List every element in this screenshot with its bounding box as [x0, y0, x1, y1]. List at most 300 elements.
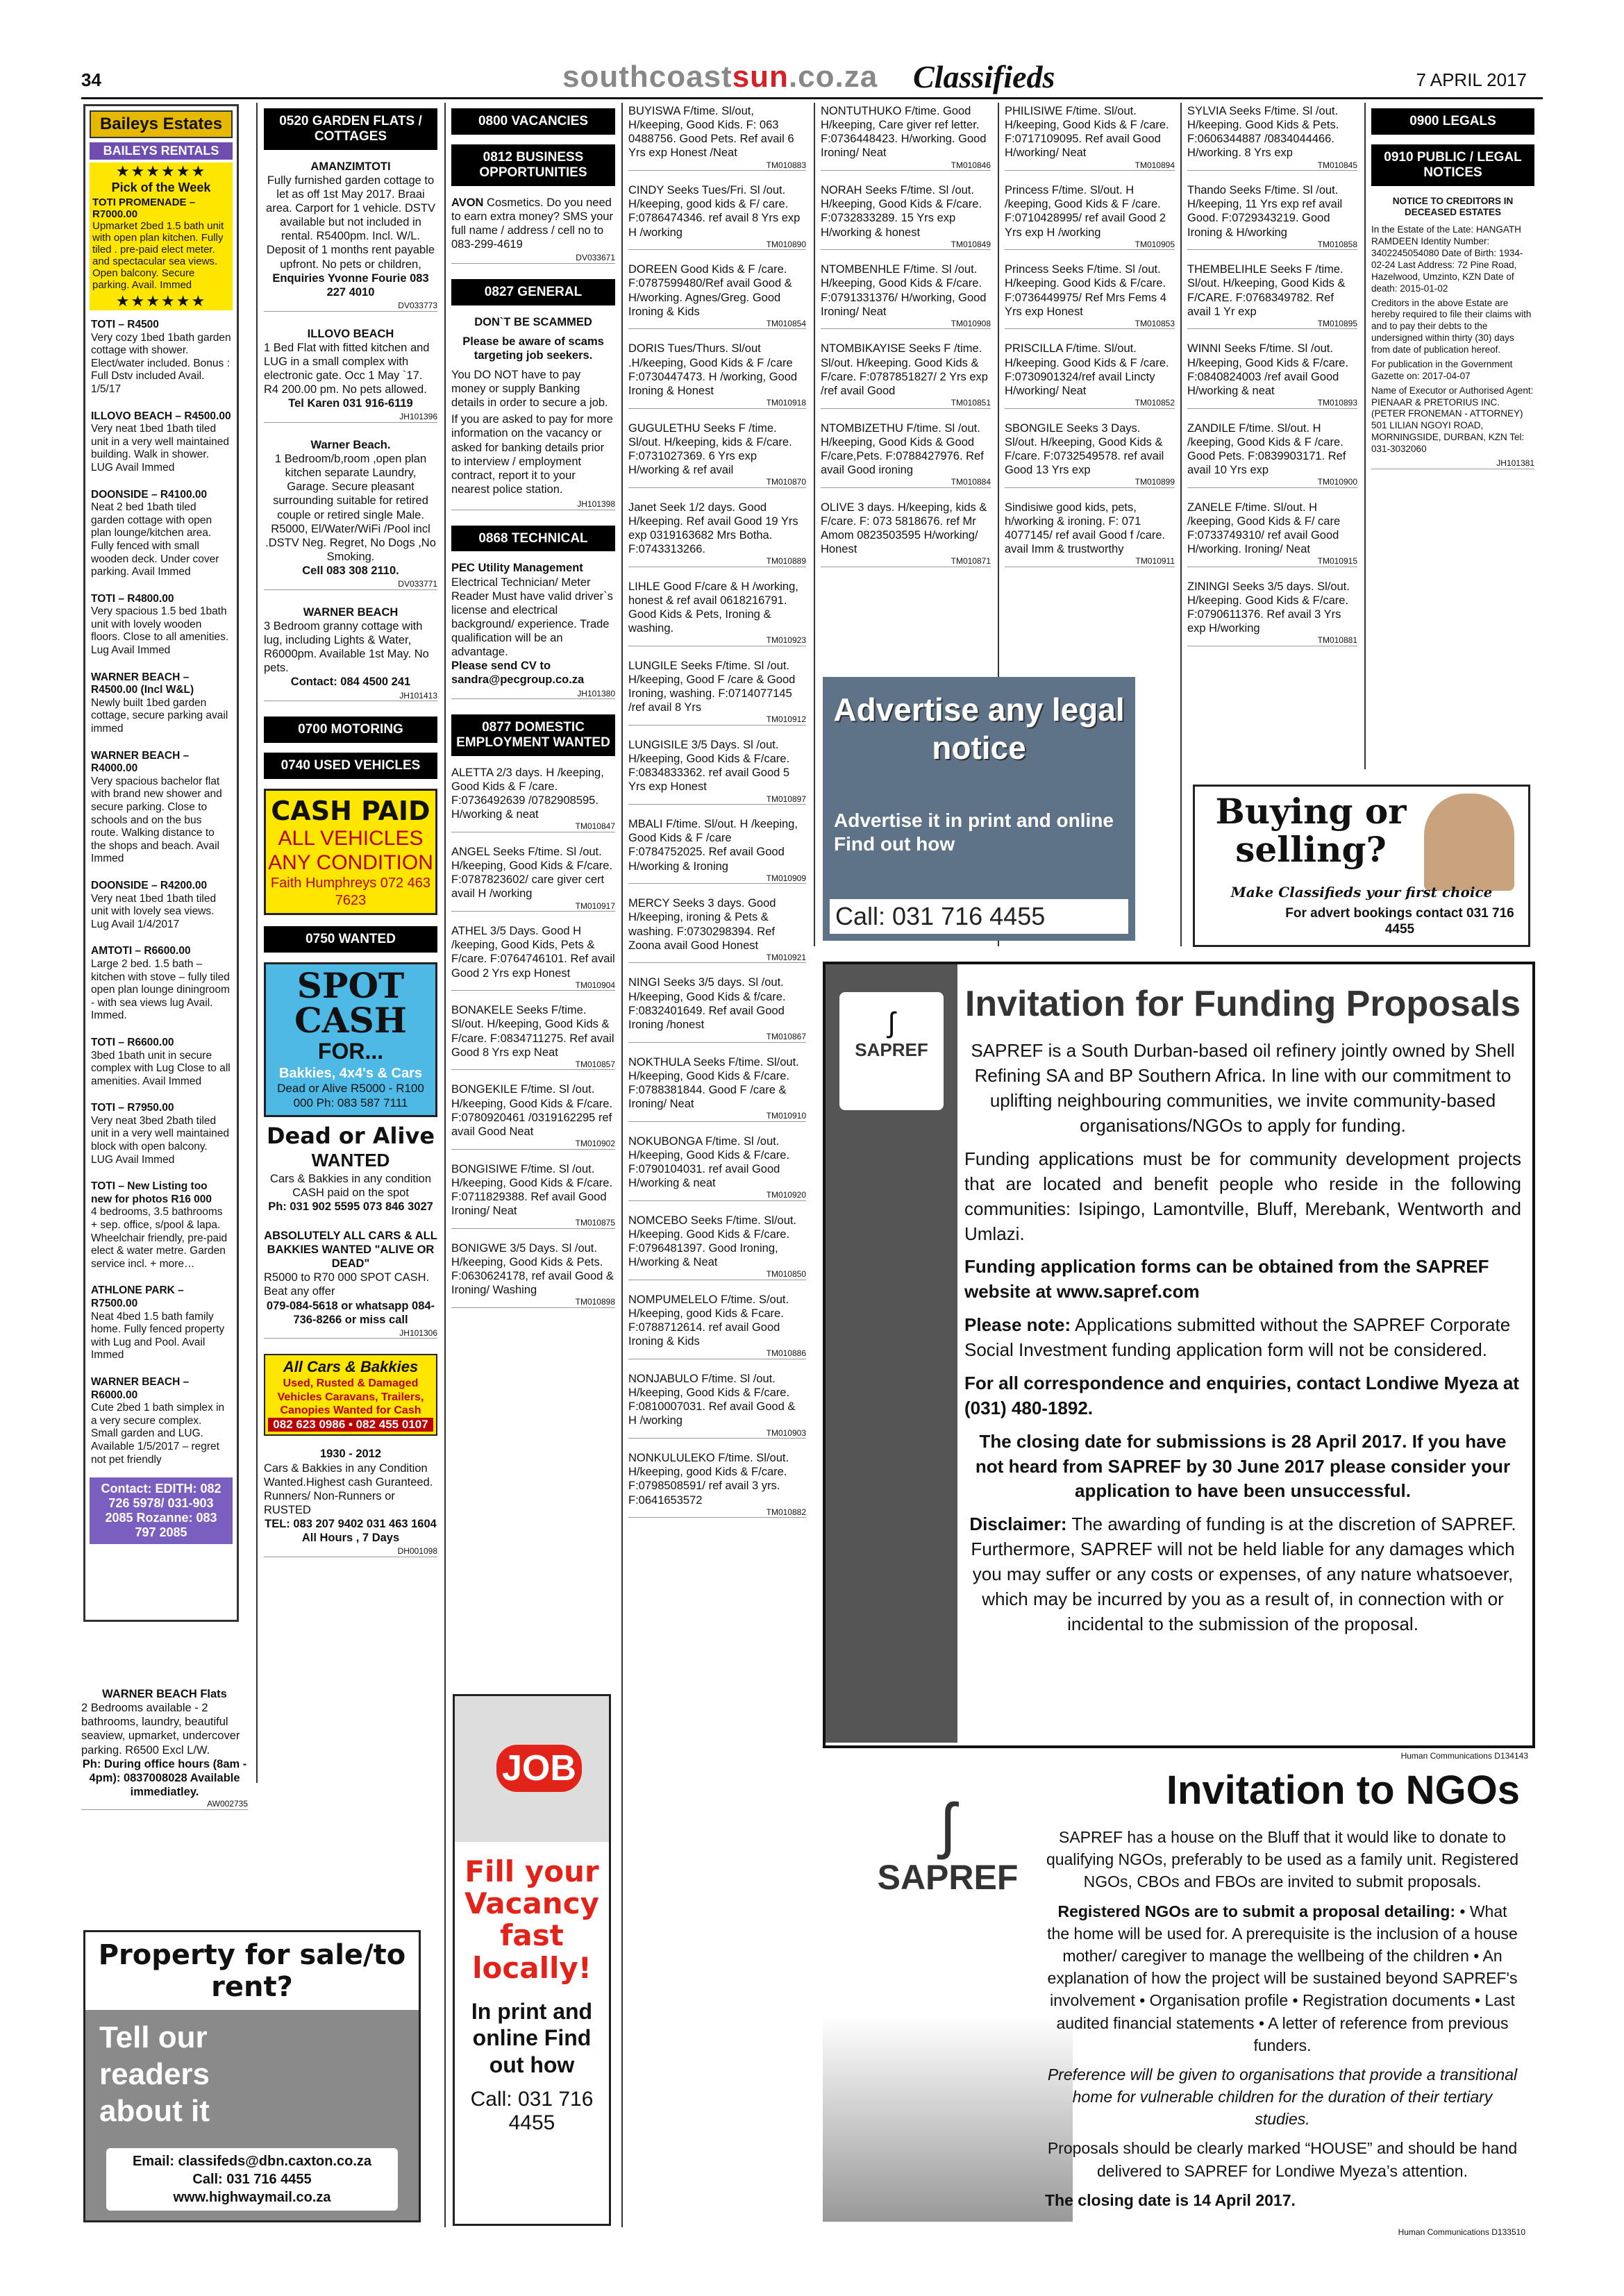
listing-item	[451, 1162, 615, 1229]
ref-code: TM010851	[821, 398, 991, 409]
listing-item	[628, 1372, 806, 1439]
listing-item	[628, 1134, 806, 1201]
listing-column-6	[1005, 104, 1175, 580]
property-title: TOTI – R6600.00	[91, 1036, 174, 1048]
category-0827: 0827 GENERAL	[451, 279, 615, 305]
listing-text: NTOMBIKAYISE Seeks F /time. Sl/out. H/keeping. Good Kids & F/care. F:0787851827/ 2 Yrs exp /ref avail Good	[821, 342, 988, 397]
listing-item	[451, 766, 615, 832]
property-text: Very spacious 1.5 bed 1bath unit with lovely wooden floors. Close to all amenities. Lug Avail Immed	[91, 605, 229, 657]
ad-contact: Tel Karen 031 916-6119	[288, 397, 413, 410]
doa-wanted: WANTED	[311, 1149, 390, 1171]
listing-item	[628, 817, 806, 884]
ref-code: TM010846	[821, 160, 991, 171]
stars-row: ★★★★★★	[90, 292, 233, 310]
listing-item	[1187, 580, 1357, 646]
listing-item	[821, 262, 991, 329]
promo-call: Call: 031 716 4455	[192, 2172, 312, 2187]
listing-text: NONJABULO F/time. Sl /out. H/keeping, Good Kids & F/care. F:0810007031. Ref avail Good & H /working	[628, 1373, 796, 1427]
pec-ad	[451, 561, 615, 699]
featured-property	[90, 195, 233, 292]
flame-icon: ʃ	[941, 1791, 955, 1861]
category-0740: 0740 USED VEHICLES	[264, 753, 437, 779]
ref-code: TM010898	[451, 1297, 615, 1308]
ref-code: TM010857	[451, 1059, 615, 1071]
ref-code: TM010911	[1005, 556, 1175, 567]
ref-code: TM010882	[628, 1507, 806, 1518]
listing-text: NTOMBIZETHU F/time. Sl /out. H/keeping, Good Kids & Good F/care,Pets. F:0788427976. Ref avail Good ironing	[821, 421, 984, 476]
ad-text: You DO NOT have to pay money or supply Banking details in order to secure a job.	[451, 368, 608, 410]
cash-paid-ad	[264, 789, 437, 915]
spot-cash-vehicles: Bakkies, 4x4's & Cars	[278, 1065, 422, 1081]
listing-text: NOMPUMELELO F/time. S/out. H/keeping, good Kids & Fcare. F:0788712614. ref avail Good Ironing & Kids	[628, 1293, 789, 1348]
ad-text: Cosmetics. Do you need to earn extra money? SMS your full name / address / cell no to 083-299-4619	[451, 196, 613, 251]
ngo-paragraph: Proposals should be clearly marked “HOUSE” and should be hand delivered to SAPREF for Londiwe Myeza’s attention.	[1047, 2139, 1518, 2180]
ad-contact: Enquiries Yvonne Fourie 083 227 4010	[272, 271, 429, 299]
ref-code: TM010852	[1005, 398, 1175, 409]
ngo-paragraph: The closing date is 14 April 2017.	[1045, 2190, 1296, 2209]
funding-paragraph: Applications submitted without the SAPREF Corporate Social Investment funding application form will not be considered.	[964, 1314, 1511, 1361]
column-2	[264, 104, 437, 1573]
category-0910: 0910 PUBLIC / LEGAL NOTICES	[1371, 144, 1534, 186]
listing-text: NOKUBONGA F/time. Sl /out. H/keeping, Good Kids & F/care. F:0790104031. ref avail Good H/working & neat	[628, 1134, 790, 1189]
ngo-paragraph: Preference will be given to organisations that provide a transitional home for vulnerable children for the duration of their tertiary studies.	[1047, 2065, 1518, 2129]
listing-item	[1005, 262, 1175, 329]
brand-tld: .co.za	[788, 60, 878, 94]
sapref-funding-ad	[823, 962, 1535, 1761]
property-listing	[85, 942, 237, 1025]
sapref-logo	[839, 992, 944, 1110]
category-0812: 0812 BUSINESS OPPORTUNITIES	[451, 144, 615, 186]
category-0750: 0750 WANTED	[264, 926, 437, 953]
ngo-label: Registered NGOs are to submit a proposal detailing:	[1057, 1902, 1456, 1920]
legal-promo-call: Call: 031 716 4455	[830, 899, 1128, 934]
ad-contact: Cell 083 308 2110.	[302, 564, 399, 578]
ref-code: TM010897	[628, 794, 806, 805]
featured-text: Upmarket 2bed 1.5 bath unit with open plan kitchen. Fully tiled . pre-paid elect meter. and spectacular sea views. Open balcony. Secure parking. Avail. Immed	[92, 220, 224, 291]
stars-row: ★★★★★★	[90, 162, 233, 181]
listing-item	[1187, 104, 1357, 171]
listing-item	[628, 1293, 806, 1359]
column-divider	[814, 103, 815, 946]
funding-paragraph: Funding applications must be for community development projects that are located and benefit people who reside in the following communities: Isipingo, Lamontville, Bluff, Merebank, Wentworth and Umlazi.	[964, 1148, 1521, 1244]
listing-item	[1005, 104, 1175, 171]
listing-item	[1005, 501, 1175, 567]
property-text: Neat 2 bed 1bath tiled garden cottage with open plan lounge/kitchen area. Fully fenced with small wooden deck. Under cover parking. Avail Immed	[91, 501, 219, 578]
listing-column-5	[821, 104, 991, 580]
listing-text: MBALI F/time. Sl/out. H /keeping, Good Kids & F /care F:0784752025. Ref avail Good H/working & Ironing	[628, 818, 798, 873]
listing-column-7	[1187, 104, 1357, 659]
listing-item	[628, 1055, 806, 1122]
property-listing	[85, 1282, 237, 1365]
sapref-ngo-ad	[823, 1767, 1530, 2237]
fill-vacancy-sub: In print and online Find out how	[471, 1998, 593, 2077]
ref-code: TM010883	[628, 160, 806, 171]
all-cars-title: All Cars & Bakkies	[283, 1358, 419, 1376]
note-label: Please note:	[964, 1314, 1071, 1336]
avon-ad	[451, 196, 615, 264]
ref-code: TM010847	[451, 821, 615, 832]
property-listing	[85, 1099, 237, 1169]
property-listing	[85, 408, 237, 478]
property-text: Cute 2bed 1 bath simplex in a very secure complex. Small garden and LUG. Available 1/5/2017 – regret not pet friendly	[91, 1402, 225, 1466]
ad-text: 1 Bed Flat with fitted kitchen and LUG in a small complex with electronic gate. Occ 1 May `17. R4 200.00 pm. No pets allowed.	[264, 341, 430, 396]
property-listing	[85, 486, 237, 582]
classified-ad	[264, 438, 437, 590]
buying-selling-headline: Buying or selling?	[1215, 791, 1407, 870]
column-divider	[1180, 103, 1182, 946]
property-title: AMTOTI – R6600.00	[91, 945, 191, 957]
listing-text: Princess F/time. Sl/out. H /keeping, Good Kids & F /care. F:0710428995/ ref avail Good 2 Yrs exp H /working	[1005, 184, 1166, 239]
ref-code: TM010884	[821, 477, 991, 488]
fill-vacancy-call: Call: 031 716 4455	[470, 2087, 594, 2134]
listing-text: NORAH Seeks F/time. Sl /out. H/keeping, Good Kids & F/care. F:0732833289. 15 Yrs exp H/working & honest	[821, 184, 982, 239]
listing-item	[1005, 342, 1175, 408]
column-3	[451, 104, 615, 1321]
property-listing	[85, 877, 237, 934]
ref-code: TM010912	[628, 714, 806, 726]
classified-ad	[264, 1447, 437, 1557]
ref-code: TM010875	[451, 1218, 615, 1229]
ngo-text	[1045, 1767, 1520, 2211]
funding-text	[964, 978, 1521, 1645]
category-0877: 0877 DOMESTIC EMPLOYMENT WANTED	[451, 714, 615, 756]
ad-text: 3 Bedroom granny cottage with lug, including Lights & Water, R6000pm. Available 1st May. No pets.	[264, 619, 429, 675]
ad-title: Warner Beach.	[310, 438, 391, 451]
legals-column	[1371, 104, 1534, 469]
ref-code: TM010920	[628, 1190, 806, 1201]
property-title: WARNER BEACH – R6000.00	[91, 1375, 190, 1401]
property-title: TOTI – R4500	[91, 319, 159, 330]
property-title: DOONSIDE – R4100.00	[91, 488, 208, 501]
warner-flats-text: 2 Bedrooms available - 2 bathrooms, laundry, beautiful seaview, upmarket, undercover parking. R6500 Excl L/W.	[81, 1702, 240, 1757]
ref-code: TM010870	[628, 477, 806, 488]
ref-code: DV033771	[264, 579, 437, 590]
listing-item	[628, 183, 806, 250]
property-text: Large 2 bed. 1.5 bath – kitchen with stove – fully tiled open plan lounge diningroom - with sea views lug Avail. Immed.	[91, 957, 230, 1022]
listing-text: WINNI Seeks F/time. Sl /out. H/keeping, Good Kids & F/care. F:0840824003 /ref avail Good H/working & neat	[1187, 342, 1349, 397]
listing-item	[628, 342, 806, 408]
ngo-paragraph: SAPREF has a house on the Bluff that it would like to donate to qualifying NGOs, preferably to be used as a family unit. Registered NGOs, CBOs and FBOs are invited to submit proposals.	[1046, 1828, 1519, 1891]
listing-item	[451, 924, 615, 991]
cash-paid-contact: Faith Humphreys 072 463 7623	[270, 875, 431, 908]
property-text: Newly built 1bed garden cottage, secure parking avail immed	[91, 696, 228, 735]
ad-text: 1 Bedroom/b,room ,open plan kitchen separate Laundry, Garage. Secure pleasant surrounding suitable for retired couple or retired single Male. R5000, El/Water/WiFi /Pool incl .DSTV Neg. Regret, No Dogs ,No Smoking.	[265, 453, 436, 563]
warner-flats-ad	[81, 1687, 248, 1810]
all-cars-contact: 082 623 0986 • 082 455 0107	[268, 1418, 433, 1432]
listing-item	[821, 104, 991, 171]
ref-code: TM010858	[1187, 240, 1357, 251]
cash-paid-sub: ALL VEHICLES ANY CONDITION	[268, 827, 433, 874]
classified-ad	[264, 1229, 437, 1339]
ad-contact: Contact: 084 4500 241	[290, 676, 411, 689]
property-title: ILLOVO BEACH – R4500.00	[91, 410, 231, 422]
property-text: 3bed 1bath unit in secure complex with Lug Close to all amenities. Avail Immed	[91, 1049, 231, 1087]
ad-text: R5000 to R70 000 SPOT CASH. Beat any offer	[264, 1271, 430, 1298]
listing-item	[628, 1451, 806, 1518]
property-promo-contact	[106, 2148, 398, 2211]
baileys-logo: Baileys Estates	[90, 110, 233, 138]
ref-code: DV033671	[451, 253, 615, 264]
ref-code: AW002735	[81, 1799, 248, 1810]
listing-text: ZANELE F/time. Sl/out. H /keeping, Good Kids & F/ care F:0733749310/ ref avail Good H/working. Ironing/ Neat	[1187, 501, 1341, 555]
funding-paragraph: For all correspondence and enquiries, contact Londiwe Myeza at (031) 480-1892.	[964, 1372, 1519, 1418]
property-text: Very neat 1bed 1bath tiled unit in a very well maintained building. Walk in shower. LUG Avail Immed	[91, 423, 230, 474]
ref-code: TM010909	[628, 873, 806, 885]
property-title: DOONSIDE – R4200.00	[91, 879, 208, 891]
property-text: 4 bedrooms, 3.5 bathrooms + sep. office, s/pool & lapa. Wheelchair friendly, pre-paid elect & water metre. Garden service incl. + more…	[91, 1206, 228, 1270]
listing-item	[821, 342, 991, 408]
listing-text: THEMBELIHLE Seeks F /time. Sl/out. H/keeping, Good Kids & F/CARE. F:0768349782. Ref avail 1 Yr exp	[1187, 263, 1346, 318]
brand-main: southcoast	[562, 60, 733, 94]
spot-cash-for: FOR...	[317, 1038, 384, 1064]
property-text: Neat 4bed 1.5 bath family home. Fully fenced property with Lug and Pool. Avail Immed	[91, 1310, 225, 1361]
listing-item	[628, 896, 806, 963]
baileys-estates-ad	[83, 104, 239, 1622]
category-0520: 0520 GARDEN FLATS / COTTAGES	[264, 108, 437, 150]
classified-ad	[264, 327, 437, 423]
baileys-contact: Contact: EDITH: 082 726 5978/ 031-903 2085 Rozanne: 083 797 2085	[90, 1477, 233, 1544]
pick-of-week: Pick of the Week	[90, 181, 233, 195]
ref-code: TM010886	[628, 1348, 806, 1359]
property-text: Very neat 1bed 1bath tiled unit with lovely sea views. Lug Avail 1/4/2017	[91, 892, 217, 930]
listing-item	[628, 262, 806, 329]
property-text: Very spacious bachelor flat with brand new shower and secure parking. Close to schools and on the bus route. Walking distance to the shops and beach. Avail Immed	[91, 775, 222, 865]
spot-cash-headline: SPOT CASH	[294, 964, 407, 1041]
listing-item	[628, 738, 806, 805]
listing-item	[628, 659, 806, 726]
ref-code: TM010921	[628, 953, 806, 964]
fill-vacancy-ad	[453, 1694, 611, 2226]
ad-title: 1930 - 2012	[319, 1448, 382, 1461]
listing-item	[628, 975, 806, 1042]
listing-item	[628, 1214, 806, 1280]
all-cars-ad	[264, 1354, 437, 1436]
listing-text: LUNGISILE 3/5 Days. Sl /out. H/keeping, Good Kids & F/care. F:0834833362. ref avail Good 5 Yrs exp Honest	[628, 739, 790, 794]
disclaimer-label: Disclaimer:	[969, 1514, 1067, 1535]
ref-code: TM010894	[1005, 160, 1175, 171]
ad-title: DON`T BE SCAMMED	[474, 315, 592, 328]
ref-code: TM010900	[1187, 477, 1357, 488]
property-title: WARNER BEACH – R4500.00 (Incl W&L)	[91, 671, 194, 696]
ref-code: TM010867	[628, 1032, 806, 1043]
property-title: TOTI – R4800.00	[91, 592, 174, 605]
column-divider	[444, 103, 446, 2227]
listing-text: NTOMBENHLE F/time. Sl /out. H/keeping, Good Kids & F/care. F:0791331376/ H/working, Good Ironing/ Neat	[821, 263, 987, 318]
listing-text: BUYISWA F/time. Sl/out, H/keeping, Good Kids. F: 063 0488756. Good Pets. Ref avail 6 Yrs exp Honest /Neat	[628, 105, 794, 160]
ref-code: TM010890	[628, 240, 806, 251]
ngo-title: Invitation to NGOs	[1166, 1768, 1520, 1813]
doa-text: Cars & Bakkies in any condition CASH paid on the spot	[269, 1172, 432, 1199]
dead-or-alive-ad	[264, 1123, 437, 1214]
listing-item	[1005, 421, 1175, 488]
warner-flats-contact: Ph: During office hours (8am - 4pm): 0837008028 Available immediatley.	[82, 1757, 247, 1798]
ref-code: TM010895	[1187, 319, 1357, 330]
listing-item	[628, 421, 806, 488]
ad-title: AVON	[451, 196, 484, 209]
ref-code: TM010853	[1005, 319, 1175, 330]
ref-code: TM010881	[1187, 635, 1357, 646]
listing-text: PRISCILLA F/time. Sl/out. H/keeping. Good Kids & F /care. F:0730901324/ref avail Lincty H/working/ Neat	[1005, 342, 1169, 397]
ref-code: TM010889	[628, 556, 806, 567]
section-title: Classifieds	[913, 59, 1055, 94]
funding-title: Invitation for Funding Proposals	[964, 984, 1521, 1024]
category-0800: 0800 VACANCIES	[451, 108, 615, 135]
ref-code: JH101380	[451, 689, 615, 700]
listing-item	[1187, 183, 1357, 250]
listing-text: ANGEL Seeks F/time. Sl /out. H/keeping, Good Kids & F/care. F:0787823602/ care giver cert avail H /working	[451, 846, 613, 900]
listing-text: Sindisiwe good kids, pets, h/working & ironing. F: 071 4077145/ ref avail Good f /care. avail Imm & trustworthy	[1005, 501, 1166, 555]
ad-contact: Please send CV to sandra@pecgroup.co.za	[451, 660, 585, 687]
baileys-rentals-banner: BAILEYS RENTALS	[90, 142, 233, 160]
listing-text: Janet Seek 1/2 days. Good H/keeping. Ref avail Good 19 Yrs exp 0319163682 Mrs Botha. F:0743313266.	[628, 501, 798, 555]
job-badge: JOB	[496, 1745, 582, 1792]
creditors-notice	[1371, 196, 1534, 469]
listing-text: BONAKELE Seeks F/time. Sl/out. H/keeping, Good Kids & F/care. F:0834711275. Ref avail Good 8 Yrs exp Neat	[451, 1004, 614, 1059]
listing-text: ATHEL 3/5 Days. Good H /keeping, Good Kids, Pets & F/care. F:0764746101. Ref avail Good 2 Yrs exp Honest	[451, 925, 615, 980]
ad-contact: 079-084-5618 or whatsapp 084-736-8266 or miss call	[266, 1299, 435, 1326]
listing-item	[628, 501, 806, 567]
property-text: Very neat 3bed 2bath tiled unit in a very well maintained block with open balcony. LUG Avail Immed	[91, 1114, 230, 1166]
listing-text: DOREEN Good Kids & F /care. F:0787599480/Ref avail Good & H/working. Agnes/Greg. Good Ironing & Kids	[628, 263, 792, 318]
ad-title: ABSOLUTELY ALL CARS & ALL BAKKIES WANTED "ALIVE OR DEAD"	[264, 1229, 437, 1271]
funding-paragraph: The closing date for submissions is 28 April 2017. If you have not heard from SAPREF by 30 June 2017 please consider your application to have been unsuccessful.	[975, 1430, 1511, 1502]
ad-text: Electrical Technician/ Meter Reader Must have valid driver`s license and electrical background/ experience. Trade qualification will be an advantage.	[451, 576, 613, 659]
ref-code: TM010903	[628, 1428, 806, 1439]
property-title: TOTI – New Listing too new for photos R16 000	[91, 1180, 212, 1205]
ref-code: TM010854	[628, 319, 806, 330]
listing-item	[821, 183, 991, 250]
legal-promo-sub: Advertise it in print and online Find out how	[834, 810, 1114, 855]
listing-item	[451, 845, 615, 912]
ref-code: TM010910	[628, 1111, 806, 1122]
listing-text: NOMCEBO Seeks F/time. Sl/out. H/keeping. Good Kids & F/care. F:0796481397. Good Ironing, H/working & Neat	[628, 1214, 797, 1269]
ngo-photo	[823, 1767, 1073, 2222]
property-listing	[85, 1034, 237, 1091]
listing-text: BONGISIWE F/time. Sl /out. H/keeping, Good Kids & F/care. F:0711829388. Ref avail Good Ironing/ Neat	[451, 1162, 613, 1217]
property-listing	[85, 669, 237, 739]
notice-text: In the Estate of the Late: HANGATH RAMDEEN Identity Number: 3402245054080 Date of Birth: 1934-02-24 Last Address: 72 Pine Road, Hazelwood, Umzinto, KZN Date of death: 2015-01-02	[1371, 224, 1523, 294]
listing-item	[451, 1003, 615, 1070]
buying-selling-tagline: Make Classifieds your first choice	[1230, 884, 1493, 900]
listing-text: ZININGI Seeks 3/5 days. Sl/out. H/keeping. Good Kids & F/care. F:0790611376. Ref avail 3 Yrs exp H/working	[1187, 580, 1350, 635]
listing-text: GUGULETHU Seeks F /time. Sl/out. H/keeping, kids & F/care. F:0731027369. 6 Yrs exp H/working & ref avail	[628, 421, 792, 476]
listing-text: NINGI Seeks 3/5 days. Sl /out. H/keeping, Good Kids & f/care. F:0832401649. Ref avail Good Ironing /honest	[628, 976, 786, 1031]
listing-item	[1187, 262, 1357, 329]
ref-code: DV033773	[264, 301, 437, 312]
funding-paragraph: The awarding of funding is at the discretion of SAPREF. Furthermore, SAPREF will not be held liable for any damages which you may suffer or any costs or expenses, of any nature whatsoever, which may be incurred by you as a result of, in connection with or incidental to the submission of the proposal.	[971, 1514, 1516, 1634]
listing-text: CINDY Seeks Tues/Fri. Sl /out. H/keeping, good kids & F/ care. F:0786474346. ref avail 8 Yrs exp H /working	[628, 184, 801, 239]
ad-title: ILLOVO BEACH	[307, 327, 394, 340]
property-title: ATHLONE PARK – R7500.00	[91, 1284, 184, 1309]
category-0900: 0900 LEGALS	[1371, 108, 1534, 135]
featured-title: TOTI PROMENADE – R7000.00	[92, 196, 196, 220]
listing-item	[628, 580, 806, 646]
listing-item	[451, 1082, 615, 1149]
promo-email: Email: classifeds@dbn.caxton.co.za	[132, 2154, 372, 2169]
warner-flats-title: WARNER BEACH Flats	[102, 1688, 227, 1700]
property-title: WARNER BEACH – R4000.00	[91, 749, 190, 775]
ad-text: Fully furnished garden cottage to let as off 1st May 2017. Braai area. Carport for 1 vehicle. DSTV available but not included in rental. R5400pm. Incl. W/L. Deposit of 1 months rent payable upfront. No pets or children,	[266, 174, 435, 271]
listing-text: BONIGWE 3/5 Days. Sl /out. H/keeping, Good Kids & Pets. F:0630624178, ref avail Good & Ironing/ Washing	[451, 1241, 614, 1297]
ref-code: TM010915	[1187, 556, 1357, 567]
legal-notice-promo	[823, 677, 1135, 941]
ad-title: PEC Utility Management	[451, 562, 583, 575]
column-divider	[256, 103, 258, 1783]
notice-text: Creditors in the above Estate are hereby required to file their claims with and to pay their debts to the undersigned within thirty (30) days from date of publication hereof.	[1371, 297, 1532, 355]
listing-item	[451, 1241, 615, 1308]
property-promo-headline: Property for sale/to rent?	[85, 1932, 419, 2010]
ad-contact: TEL: 083 207 9402 031 463 1604 All Hours , 7 Days	[265, 1518, 437, 1545]
brand-logo	[562, 60, 878, 94]
notice-text: For publication in the Government Gazette on: 2017-04-07	[1371, 358, 1513, 381]
notice-title: NOTICE TO CREDITORS IN DECEASED ESTATES	[1392, 195, 1514, 218]
ref-code: DH001098	[264, 1546, 437, 1557]
listing-text: DORIS Tues/Thurs. Sl/out .H/keeping, Good Kids & F /care F:0730447473. H /working, Good Ironing & Honest	[628, 342, 798, 397]
ref-code: TM010917	[451, 901, 615, 912]
property-listing	[85, 1178, 237, 1273]
ad-text: If you are asked to pay for more information on the vacancy or asked for banking details prior to interview / employment contract, report it to your nearest police station.	[451, 413, 613, 496]
all-cars-sub: Used, Rusted & Damaged Vehicles Caravans, Trailers, Canopies Wanted for Cash	[277, 1377, 424, 1417]
ref-code: TM010908	[821, 319, 991, 330]
listing-column-4	[628, 104, 806, 1530]
sapref-wordmark: SAPREF	[877, 1858, 1019, 1897]
ad-title: AMANZIMTOTI	[310, 160, 391, 173]
listing-text: LUNGILE Seeks F/time. Sl /out. H/keeping, Good F /care & Good Ironing, washing. F:0714077145 /ref avail 8 Yrs	[628, 659, 796, 714]
issue-date: 7 APRIL 2017	[1416, 69, 1527, 90]
listing-text: PHILISIWE F/time. Sl/out. H/keeping, Good Kids & F /care. F:0717109095. Ref avail Good H/working/ Neat	[1005, 105, 1169, 160]
ref-code: TM010850	[628, 1269, 806, 1280]
ref-code: TM010845	[1187, 160, 1357, 171]
ref-code: TM010905	[1005, 240, 1175, 251]
listing-text: Princess Seeks F/time. Sl /out. H/keeping. Good Kids & F/care. F:0736449975/ Ref Mrs Fems 4 Yrs exp Honest	[1005, 263, 1166, 318]
property-listing	[85, 747, 237, 869]
fill-vacancy-headline: Fill your Vacancy fast locally!	[464, 1854, 599, 1985]
promo-web: www.highwaymail.co.za	[173, 2190, 331, 2205]
classified-ad	[264, 605, 437, 701]
listing-text: NONKULULEKO F/time. Sl/out. H/keeping, good Kids & F/care. F:0798508591/ ref avail 3 yrs. F:0641653572	[628, 1452, 789, 1507]
ref-code: JH101396	[264, 412, 437, 423]
ngo-body	[1045, 1826, 1520, 2211]
property-listing	[85, 316, 237, 399]
brand-sun: sun	[732, 60, 789, 94]
spot-cash-ad	[264, 962, 437, 1117]
listing-item	[1187, 501, 1357, 567]
doa-title: Dead or Alive	[266, 1122, 435, 1149]
property-text: Very cozy 1bed 1bath garden cottage with shower. Elect/water included. Bonus : Full Dstv included Avail. 1/5/17	[91, 331, 231, 395]
funding-paragraph: Funding application forms can be obtained from the SAPREF website at www.sapref.com	[964, 1256, 1489, 1302]
ref-code: TM010918	[628, 398, 806, 409]
listing-text: NOKTHULA Seeks F/time. Sl/out. H/keeping, Good Kids & F/care. F:0788381844. Good F /care & Ironing/ Neat	[628, 1055, 799, 1110]
ref-code: JH101413	[264, 691, 437, 702]
listing-text: LIHLE Good F/care & H /working, honest & ref avail 0618216791. Good Kids & Pets, Ironing & washing.	[628, 580, 798, 635]
property-list	[85, 316, 237, 1469]
listing-text: MERCY Seeks 3 days. Good H/keeping, ironing & Pets & washing. F:0730298394. Ref Zoona avail Good Honest	[628, 897, 776, 952]
refinery-photo	[826, 964, 957, 1743]
ref-code: JH101306	[264, 1328, 437, 1339]
ref-code: TM010923	[628, 635, 806, 646]
sapref-logo	[837, 1791, 1059, 1897]
listing-text: SYLVIA Seeks F/time. Sl /out. H/keeping. Good Kids & Pets. F:0606344887 /0834044466. H/working. 8 Yrs exp	[1187, 105, 1339, 160]
ad-text: Cars & Bakkies in any Condition Wanted.Highest cash Guranteed. Runners/ Non-Runners or RUSTED	[264, 1461, 433, 1516]
ref-code: JH101381	[1371, 458, 1534, 469]
ref-code: TM010902	[451, 1139, 615, 1150]
listing-item	[821, 501, 991, 567]
job-word-cloud	[455, 1696, 609, 1842]
ad-title: WARNER BEACH	[303, 605, 399, 619]
sapref-wordmark: SAPREF	[855, 1039, 928, 1060]
flame-icon: ʃ	[888, 1006, 895, 1039]
listing-text: ZANDILE F/time. Sl/out. H /keeping, Good Kids & F /care. Good Pets. F:0839903171. Ref avail 10 Yrs exp	[1187, 421, 1346, 476]
